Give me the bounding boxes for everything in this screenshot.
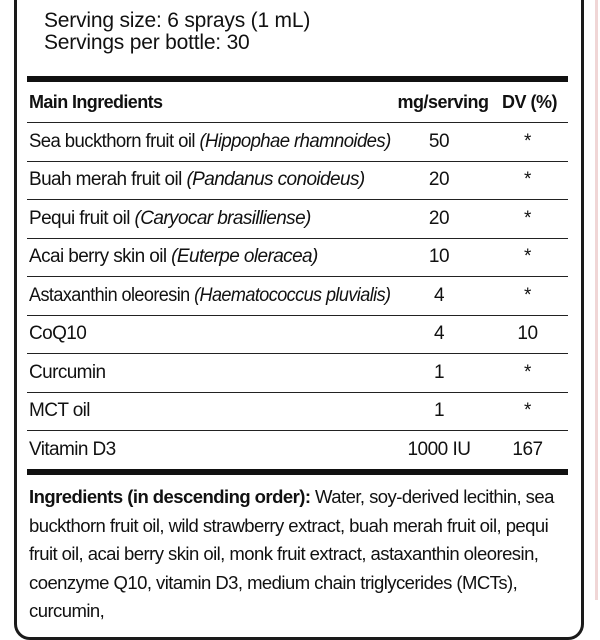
table-header-row [27, 82, 568, 123]
ingredient-name: Astaxanthin oleoresin (Haematococcus pluvialis) [29, 284, 391, 306]
ingredients-text: Water, soy-derived lecithin, sea buckthorn fruit oil, wild strawberry extract, buah merah fruit oil, pequi fruit oil, acai berry skin oil, monk fruit extract, astaxanthin oleoresin, coenzyme Q10, vitamin D3, medium chain triglycerides (MCTs), curcumin, [29, 486, 554, 621]
ingredient-dv: * [524, 207, 531, 229]
ingredient-name: Acai berry skin oil (Euterpe oleracea) [29, 246, 318, 268]
ingredient-name: MCT oil [29, 400, 90, 422]
ingredient-name: Pequi fruit oil (Caryocar brasilliense) [29, 207, 311, 229]
header-mg-serving: mg/serving [397, 91, 489, 112]
table-row [27, 239, 568, 278]
serving-size: Serving size: 6 sprays (1 mL) [44, 9, 311, 32]
ingredient-dv: 10 [517, 323, 538, 345]
ingredient-mg: 1 [433, 400, 445, 422]
ingredient-dv: * [524, 246, 531, 268]
table-row [27, 316, 568, 355]
ingredient-dv: * [524, 361, 531, 383]
ingredient-name: Vitamin D3 [29, 438, 116, 460]
supplement-facts-table [27, 76, 568, 475]
ingredient-dv: * [524, 130, 531, 152]
header-main-ingredients: Main Ingredients [29, 91, 163, 112]
ingredient-mg: 20 [428, 169, 450, 191]
ingredient-mg: 4 [433, 323, 445, 345]
bottom-thick-rule [27, 469, 568, 475]
ingredient-dv: * [524, 169, 531, 191]
table-row [27, 277, 568, 316]
ingredient-latin: (Euterpe oleracea) [171, 246, 318, 268]
ingredient-name: Buah merah fruit oil (Pandanus conoideus) [29, 169, 365, 191]
ingredient-dv: * [524, 284, 531, 306]
table-row [27, 431, 568, 469]
ingredient-name: CoQ10 [29, 323, 87, 345]
ingredient-mg: 1 [433, 361, 445, 383]
ingredient-mg: 4 [433, 284, 445, 306]
ingredient-name: Curcumin [29, 361, 106, 383]
table-row [27, 200, 568, 239]
ingredient-mg: 10 [428, 246, 450, 268]
table-row [27, 123, 568, 162]
ingredient-mg: 1000 IU [407, 438, 471, 460]
ingredient-latin: (Haematococcus pluvialis) [194, 284, 391, 306]
ingredients-paragraph [29, 483, 575, 626]
serving-info [44, 10, 310, 54]
header-dv: DV (%) [502, 91, 557, 112]
ingredients-heading: Ingredients (in descending order): [29, 486, 311, 507]
ingredient-latin: (Pandanus conoideus) [186, 169, 365, 191]
ingredient-mg: 20 [428, 207, 450, 229]
table-row [27, 354, 568, 393]
ingredient-latin: (Caryocar brasilliense) [134, 207, 311, 229]
ingredient-dv: 167 [512, 438, 543, 460]
ingredient-latin: (Hippophae rhamnoides) [199, 130, 391, 152]
ingredient-mg: 50 [428, 130, 450, 152]
table-row [27, 393, 568, 432]
table-row [27, 162, 568, 201]
servings-per-bottle: Servings per bottle: 30 [44, 31, 250, 54]
ingredient-name: Sea buckthorn fruit oil (Hippophae rhamnoides) [29, 130, 391, 152]
ingredient-dv: * [524, 400, 531, 422]
edge-mark [595, 0, 598, 600]
